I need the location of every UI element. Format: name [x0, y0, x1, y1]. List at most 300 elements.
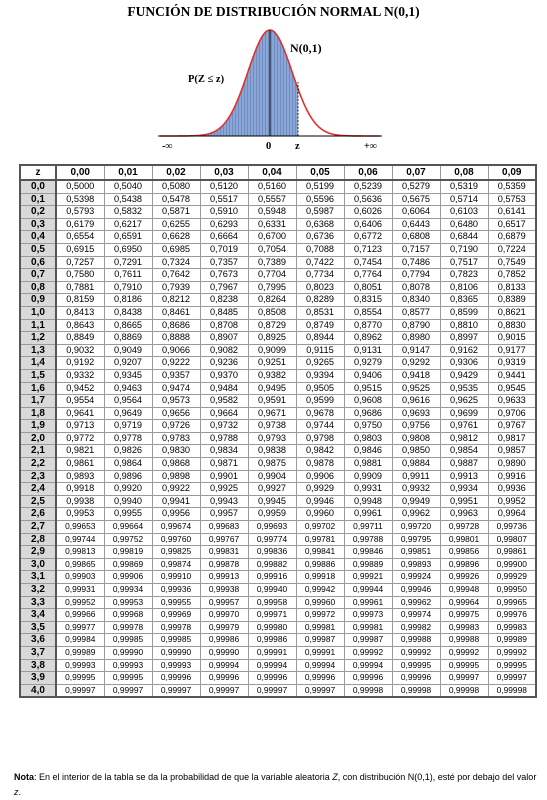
probability-cell: 0,9788 — [200, 432, 248, 445]
note-text-middle: , con distribución N(0,1), esté por debajo del valor — [337, 772, 537, 782]
probability-cell: 0,9394 — [296, 369, 344, 382]
note-text-before: : En el interior de la tabla se da la probabilidad de que la variable aleatoria — [34, 772, 333, 782]
probability-cell: 0,5359 — [488, 180, 536, 193]
probability-cell: 0,99728 — [440, 521, 488, 534]
probability-cell: 0,99934 — [104, 584, 152, 597]
probability-cell: 0,9962 — [392, 508, 440, 521]
z-value-cell: 3,0 — [20, 558, 56, 571]
probability-cell: 0,99841 — [296, 546, 344, 559]
probability-cell: 0,99991 — [248, 646, 296, 659]
probability-cell: 0,99989 — [56, 646, 104, 659]
table-row — [20, 206, 536, 219]
probability-cell: 0,9803 — [344, 432, 392, 445]
probability-cell: 0,9896 — [104, 470, 152, 483]
probability-cell: 0,99973 — [344, 609, 392, 622]
probability-cell: 0,7642 — [152, 269, 200, 282]
probability-cell: 0,9857 — [488, 445, 536, 458]
z-value-cell: 2,3 — [20, 470, 56, 483]
probability-cell: 0,5279 — [392, 180, 440, 193]
probability-cell: 0,7454 — [344, 256, 392, 269]
probability-cell: 0,9913 — [440, 470, 488, 483]
column-header: 0,07 — [392, 165, 440, 180]
probability-cell: 0,9535 — [440, 382, 488, 395]
probability-cell: 0,99869 — [104, 558, 152, 571]
probability-cell: 0,8159 — [56, 294, 104, 307]
probability-cell: 0,9941 — [152, 495, 200, 508]
probability-cell: 0,99938 — [200, 584, 248, 597]
probability-cell: 0,8708 — [200, 319, 248, 332]
probability-cell: 0,8315 — [344, 294, 392, 307]
probability-cell: 0,8962 — [344, 332, 392, 345]
probability-cell: 0,9177 — [488, 344, 536, 357]
probability-cell: 0,9952 — [488, 495, 536, 508]
probability-cell: 0,99998 — [392, 684, 440, 697]
z-value-cell: 3,8 — [20, 659, 56, 672]
probability-cell: 0,99940 — [248, 584, 296, 597]
probability-cell: 0,99760 — [152, 533, 200, 546]
probability-cell: 0,8621 — [488, 306, 536, 319]
probability-cell: 0,8665 — [104, 319, 152, 332]
probability-cell: 0,9719 — [104, 420, 152, 433]
probability-cell: 0,8238 — [200, 294, 248, 307]
probability-cell: 0,9732 — [200, 420, 248, 433]
probability-cell: 0,99996 — [200, 672, 248, 685]
probability-cell: 0,9761 — [440, 420, 488, 433]
probability-cell: 0,99693 — [248, 521, 296, 534]
probability-cell: 0,99994 — [296, 659, 344, 672]
probability-cell: 0,8577 — [392, 306, 440, 319]
probability-cell: 0,9406 — [344, 369, 392, 382]
probability-cell: 0,7673 — [200, 269, 248, 282]
probability-cell: 0,8133 — [488, 281, 536, 294]
probability-cell: 0,99874 — [152, 558, 200, 571]
probability-cell: 0,5753 — [488, 193, 536, 206]
probability-cell: 0,9911 — [392, 470, 440, 483]
probability-cell: 0,8599 — [440, 306, 488, 319]
probability-cell: 0,8485 — [200, 306, 248, 319]
probability-cell: 0,8365 — [440, 294, 488, 307]
probability-cell: 0,7157 — [392, 243, 440, 256]
z-value-cell: 2,2 — [20, 458, 56, 471]
probability-cell: 0,9032 — [56, 344, 104, 357]
probability-cell: 0,8749 — [296, 319, 344, 332]
probability-cell: 0,99995 — [392, 659, 440, 672]
probability-cell: 0,99998 — [488, 684, 536, 697]
probability-cell: 0,6985 — [152, 243, 200, 256]
table-row — [20, 684, 536, 697]
probability-cell: 0,99992 — [440, 646, 488, 659]
probability-cell: 0,5557 — [248, 193, 296, 206]
probability-cell: 0,99955 — [152, 596, 200, 609]
probability-cell: 0,9463 — [104, 382, 152, 395]
probability-cell: 0,8686 — [152, 319, 200, 332]
probability-cell: 0,99997 — [440, 672, 488, 685]
probability-cell: 0,9927 — [248, 483, 296, 496]
probability-cell: 0,99972 — [296, 609, 344, 622]
probability-cell: 0,99971 — [248, 609, 296, 622]
probability-cell: 0,9545 — [488, 382, 536, 395]
probability-cell: 0,99977 — [56, 621, 104, 634]
probability-cell: 0,99910 — [152, 571, 200, 584]
z-value-cell: 2,4 — [20, 483, 56, 496]
z-value-cell: 0,8 — [20, 281, 56, 294]
z-value-cell: 3,2 — [20, 584, 56, 597]
probability-cell: 0,9951 — [440, 495, 488, 508]
probability-cell: 0,9452 — [56, 382, 104, 395]
z-value-cell: 3,6 — [20, 634, 56, 647]
table-row — [20, 243, 536, 256]
probability-cell: 0,99736 — [488, 521, 536, 534]
probability-cell: 0,9957 — [200, 508, 248, 521]
probability-cell: 0,9192 — [56, 357, 104, 370]
probability-cell: 0,99994 — [344, 659, 392, 672]
probability-cell: 0,6480 — [440, 218, 488, 231]
probability-cell: 0,99990 — [152, 646, 200, 659]
z-value-cell: 2,0 — [20, 432, 56, 445]
probability-cell: 0,99975 — [440, 609, 488, 622]
corner-header: z — [20, 165, 56, 180]
probability-cell: 0,9370 — [200, 369, 248, 382]
table-row — [20, 646, 536, 659]
probability-cell: 0,9649 — [104, 407, 152, 420]
probability-cell: 0,99702 — [296, 521, 344, 534]
probability-cell: 0,99987 — [296, 634, 344, 647]
probability-cell: 0,9960 — [296, 508, 344, 521]
probability-cell: 0,6915 — [56, 243, 104, 256]
probability-cell: 0,99997 — [296, 684, 344, 697]
probability-cell: 0,5987 — [296, 206, 344, 219]
probability-cell: 0,9332 — [56, 369, 104, 382]
table-row — [20, 420, 536, 433]
probability-cell: 0,8212 — [152, 294, 200, 307]
probability-cell: 0,99788 — [344, 533, 392, 546]
table-row — [20, 483, 536, 496]
probability-cell: 0,99976 — [488, 609, 536, 622]
z-value-cell: 0,4 — [20, 231, 56, 244]
probability-cell: 0,99997 — [488, 672, 536, 685]
probability-cell: 0,9961 — [344, 508, 392, 521]
probability-cell: 0,99985 — [152, 634, 200, 647]
probability-cell: 0,9495 — [248, 382, 296, 395]
probability-cell: 0,9505 — [296, 382, 344, 395]
probability-cell: 0,99900 — [488, 558, 536, 571]
probability-cell: 0,9890 — [488, 458, 536, 471]
probability-cell: 0,99995 — [440, 659, 488, 672]
probability-cell: 0,99674 — [152, 521, 200, 534]
probability-cell: 0,99998 — [440, 684, 488, 697]
probability-cell: 0,7486 — [392, 256, 440, 269]
probability-cell: 0,9525 — [392, 382, 440, 395]
probability-cell: 0,8830 — [488, 319, 536, 332]
probability-cell: 0,7823 — [440, 269, 488, 282]
table-row — [20, 319, 536, 332]
probability-cell: 0,7704 — [248, 269, 296, 282]
probability-cell: 0,99781 — [296, 533, 344, 546]
probability-cell: 0,9929 — [296, 483, 344, 496]
z-value-cell: 2,7 — [20, 521, 56, 534]
probability-cell: 0,9934 — [440, 483, 488, 496]
probability-cell: 0,5596 — [296, 193, 344, 206]
probability-cell: 0,8438 — [104, 306, 152, 319]
probability-cell: 0,99969 — [152, 609, 200, 622]
probability-cell: 0,6808 — [392, 231, 440, 244]
probability-cell: 0,7764 — [344, 269, 392, 282]
probability-cell: 0,99913 — [200, 571, 248, 584]
probability-cell: 0,6844 — [440, 231, 488, 244]
table-row — [20, 558, 536, 571]
probability-cell: 0,5239 — [344, 180, 392, 193]
probability-cell: 0,9744 — [296, 420, 344, 433]
probability-cell: 0,9319 — [488, 357, 536, 370]
probability-cell: 0,9582 — [200, 395, 248, 408]
probability-cell: 0,99944 — [344, 584, 392, 597]
probability-cell: 0,6255 — [152, 218, 200, 231]
probability-cell: 0,6103 — [440, 206, 488, 219]
probability-cell: 0,9842 — [296, 445, 344, 458]
probability-cell: 0,99865 — [56, 558, 104, 571]
probability-cell: 0,9738 — [248, 420, 296, 433]
z-value-cell: 0,2 — [20, 206, 56, 219]
probability-cell: 0,9726 — [152, 420, 200, 433]
probability-cell: 0,8389 — [488, 294, 536, 307]
probability-cell: 0,8023 — [296, 281, 344, 294]
probability-cell: 0,9345 — [104, 369, 152, 382]
probability-cell: 0,99960 — [296, 596, 344, 609]
probability-cell: 0,99916 — [248, 571, 296, 584]
probability-cell: 0,9955 — [104, 508, 152, 521]
probability-cell: 0,9306 — [440, 357, 488, 370]
probability-cell: 0,5871 — [152, 206, 200, 219]
probability-cell: 0,8106 — [440, 281, 488, 294]
probability-cell: 0,9357 — [152, 369, 200, 382]
probability-cell: 0,99986 — [248, 634, 296, 647]
table-row — [20, 294, 536, 307]
probability-cell: 0,7611 — [104, 269, 152, 282]
probability-cell: 0,99924 — [392, 571, 440, 584]
probability-cell: 0,7422 — [296, 256, 344, 269]
table-row — [20, 231, 536, 244]
probability-cell: 0,6179 — [56, 218, 104, 231]
probability-cell: 0,9693 — [392, 407, 440, 420]
probability-cell: 0,9279 — [344, 357, 392, 370]
probability-cell: 0,99831 — [200, 546, 248, 559]
z-value-cell: 2,8 — [20, 533, 56, 546]
probability-cell: 0,99996 — [296, 672, 344, 685]
probability-cell: 0,7939 — [152, 281, 200, 294]
z-value-cell: 3,4 — [20, 609, 56, 622]
probability-cell: 0,5319 — [440, 180, 488, 193]
probability-cell: 0,99985 — [104, 634, 152, 647]
probability-cell: 0,99886 — [296, 558, 344, 571]
probability-cell: 0,99958 — [248, 596, 296, 609]
table-row — [20, 256, 536, 269]
z-value-cell: 2,9 — [20, 546, 56, 559]
probability-cell: 0,99996 — [344, 672, 392, 685]
probability-cell: 0,9564 — [104, 395, 152, 408]
probability-cell: 0,8186 — [104, 294, 152, 307]
note-var-z-small: z — [14, 787, 19, 797]
table-row — [20, 634, 536, 647]
probability-cell: 0,9945 — [248, 495, 296, 508]
probability-cell: 0,9236 — [200, 357, 248, 370]
probability-cell: 0,99683 — [200, 521, 248, 534]
probability-cell: 0,8531 — [296, 306, 344, 319]
probability-cell: 0,9778 — [104, 432, 152, 445]
probability-cell: 0,99979 — [200, 621, 248, 634]
probability-cell: 0,99970 — [200, 609, 248, 622]
probability-cell: 0,9671 — [248, 407, 296, 420]
probability-cell: 0,99996 — [152, 672, 200, 685]
probability-cell: 0,9783 — [152, 432, 200, 445]
probability-cell: 0,9943 — [200, 495, 248, 508]
probability-cell: 0,5793 — [56, 206, 104, 219]
z-value-cell: 2,1 — [20, 445, 56, 458]
table-row — [20, 407, 536, 420]
right-infinity-tick: +∞ — [364, 141, 377, 152]
probability-cell: 0,99968 — [104, 609, 152, 622]
probability-cell: 0,9906 — [296, 470, 344, 483]
probability-cell: 0,8289 — [296, 294, 344, 307]
probability-cell: 0,99926 — [440, 571, 488, 584]
probability-cell: 0,99942 — [296, 584, 344, 597]
probability-cell: 0,99931 — [56, 584, 104, 597]
probability-cell: 0,9963 — [440, 508, 488, 521]
column-header: 0,03 — [200, 165, 248, 180]
zero-tick: 0 — [266, 141, 272, 152]
probability-cell: 0,9861 — [56, 458, 104, 471]
probability-cell: 0,99981 — [344, 621, 392, 634]
probability-cell: 0,5160 — [248, 180, 296, 193]
probability-cell: 0,9115 — [296, 344, 344, 357]
probability-cell: 0,99950 — [488, 584, 536, 597]
probability-cell: 0,9616 — [392, 395, 440, 408]
probability-cell: 0,7190 — [440, 243, 488, 256]
z-value-cell: 0,5 — [20, 243, 56, 256]
probability-cell: 0,9925 — [200, 483, 248, 496]
probability-cell: 0,99980 — [248, 621, 296, 634]
table-row — [20, 357, 536, 370]
probability-cell: 0,8461 — [152, 306, 200, 319]
probability-cell: 0,8264 — [248, 294, 296, 307]
probability-cell: 0,99997 — [152, 684, 200, 697]
probability-cell: 0,9850 — [392, 445, 440, 458]
table-row — [20, 533, 536, 546]
probability-cell: 0,9265 — [296, 357, 344, 370]
table-row — [20, 180, 536, 193]
probability-cell: 0,9474 — [152, 382, 200, 395]
probability-cell: 0,9162 — [440, 344, 488, 357]
table-row — [20, 332, 536, 345]
probability-cell: 0,99996 — [392, 672, 440, 685]
probability-cell: 0,9817 — [488, 432, 536, 445]
probability-cell: 0,6950 — [104, 243, 152, 256]
normal-distribution-table — [19, 164, 537, 698]
probability-cell: 0,7995 — [248, 281, 296, 294]
probability-cell: 0,9756 — [392, 420, 440, 433]
table-row — [20, 672, 536, 685]
probability-cell: 0,9916 — [488, 470, 536, 483]
probability-cell: 0,8888 — [152, 332, 200, 345]
probability-cell: 0,9664 — [200, 407, 248, 420]
probability-cell: 0,99936 — [152, 584, 200, 597]
probability-cell: 0,9949 — [392, 495, 440, 508]
z-value-cell: 3,1 — [20, 571, 56, 584]
probability-cell: 0,99921 — [344, 571, 392, 584]
probability-cell: 0,9878 — [296, 458, 344, 471]
probability-cell: 0,9834 — [200, 445, 248, 458]
probability-cell: 0,9846 — [344, 445, 392, 458]
table-row — [20, 281, 536, 294]
probability-cell: 0,8980 — [392, 332, 440, 345]
table-row — [20, 659, 536, 672]
probability-cell: 0,99846 — [344, 546, 392, 559]
note-label: Nota — [14, 772, 34, 782]
probability-cell: 0,7054 — [248, 243, 296, 256]
probability-cell: 0,99752 — [104, 533, 152, 546]
probability-cell: 0,9706 — [488, 407, 536, 420]
table-row — [20, 521, 536, 534]
probability-cell: 0,8770 — [344, 319, 392, 332]
probability-cell: 0,99893 — [392, 558, 440, 571]
probability-cell: 0,9868 — [152, 458, 200, 471]
probability-cell: 0,9641 — [56, 407, 104, 420]
probability-cell: 0,99807 — [488, 533, 536, 546]
probability-cell: 0,9793 — [248, 432, 296, 445]
probability-cell: 0,99983 — [488, 621, 536, 634]
probability-cell: 0,99993 — [152, 659, 200, 672]
z-value-cell: 1,4 — [20, 357, 56, 370]
z-value-cell: 2,5 — [20, 495, 56, 508]
table-row — [20, 344, 536, 357]
probability-cell: 0,9901 — [200, 470, 248, 483]
probability-cell: 0,9956 — [152, 508, 200, 521]
probability-cell: 0,99998 — [344, 684, 392, 697]
table-row — [20, 445, 536, 458]
table-row — [20, 269, 536, 282]
probability-cell: 0,5040 — [104, 180, 152, 193]
probability-cell: 0,9625 — [440, 395, 488, 408]
probability-cell: 0,99664 — [104, 521, 152, 534]
probability-cell: 0,99952 — [56, 596, 104, 609]
probability-cell: 0,9887 — [440, 458, 488, 471]
probability-cell: 0,9222 — [152, 357, 200, 370]
probability-cell: 0,5675 — [392, 193, 440, 206]
probability-cell: 0,99813 — [56, 546, 104, 559]
probability-cell: 0,8790 — [392, 319, 440, 332]
probability-cell: 0,99711 — [344, 521, 392, 534]
probability-cell: 0,8508 — [248, 306, 296, 319]
probability-cell: 0,99744 — [56, 533, 104, 546]
probability-cell: 0,99653 — [56, 521, 104, 534]
z-value-cell: 0,6 — [20, 256, 56, 269]
probability-cell: 0,9678 — [296, 407, 344, 420]
probability-cell: 0,9554 — [56, 395, 104, 408]
probability-cell: 0,6368 — [296, 218, 344, 231]
probability-cell: 0,99997 — [200, 684, 248, 697]
probability-cell: 0,9830 — [152, 445, 200, 458]
probability-cell: 0,7389 — [248, 256, 296, 269]
table-row — [20, 609, 536, 622]
z-value-cell: 0,9 — [20, 294, 56, 307]
probability-cell: 0,99774 — [248, 533, 296, 546]
probability-cell: 0,99981 — [296, 621, 344, 634]
probability-cell: 0,9131 — [344, 344, 392, 357]
table-row — [20, 470, 536, 483]
probability-cell: 0,99992 — [392, 646, 440, 659]
table-row — [20, 584, 536, 597]
probability-cell: 0,7881 — [56, 281, 104, 294]
probability-cell: 0,99906 — [104, 571, 152, 584]
